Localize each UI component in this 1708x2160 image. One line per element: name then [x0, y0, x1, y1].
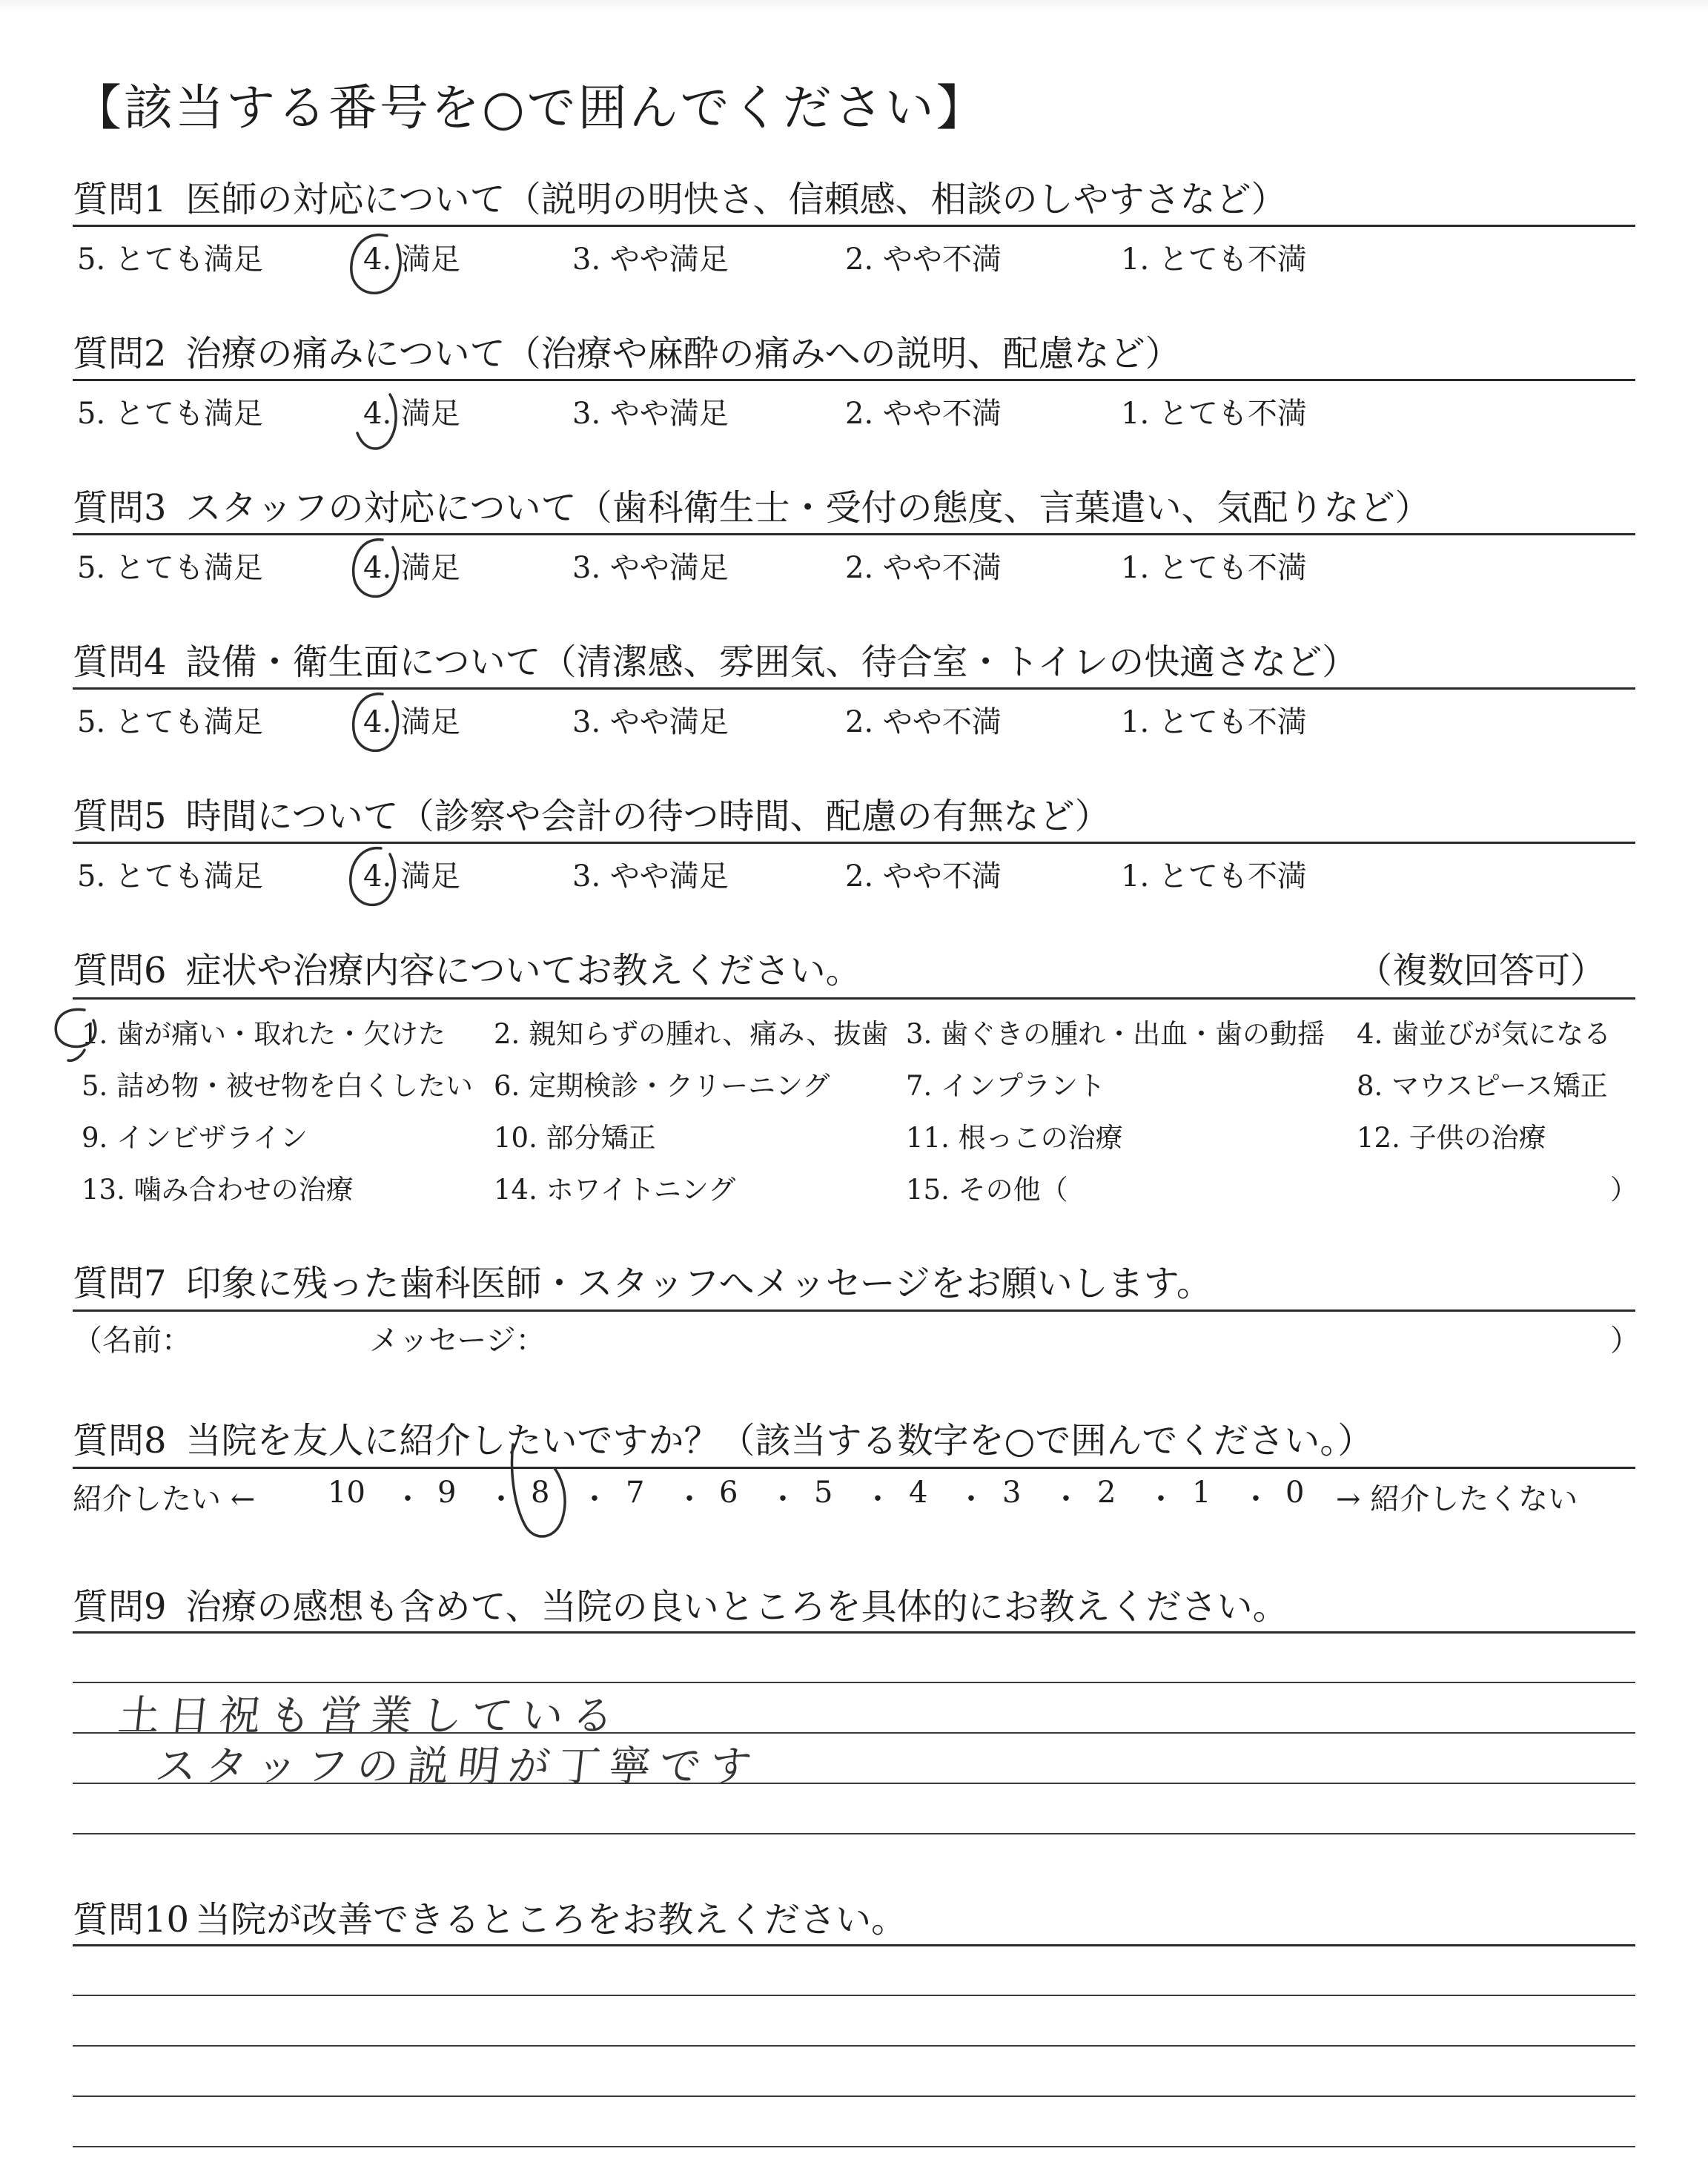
scale-separator: ・ — [675, 1482, 704, 1516]
question-number: 質問6 — [73, 950, 167, 991]
divider — [73, 1467, 1635, 1469]
question-number: 質問2 — [73, 333, 167, 374]
scale-separator: ・ — [1051, 1482, 1081, 1516]
scale-separator: ・ — [768, 1482, 798, 1516]
question-10 — [73, 1891, 907, 1942]
scale-right-label: → 紹介したくない — [1336, 1482, 1578, 1516]
option-1[interactable]: 1. とても不満 — [1121, 397, 1307, 431]
question-text: スタッフの対応について（歯科衛生士・受付の態度、言葉遣い、気配りなど） — [185, 487, 1431, 529]
option-3[interactable]: 3. やや満足 — [572, 705, 729, 739]
other-close-paren: ） — [1610, 1174, 1638, 1206]
scale-value-10[interactable]: 10 — [328, 1476, 365, 1510]
scale-separator: ・ — [956, 1482, 986, 1516]
divider — [73, 687, 1635, 690]
option-2[interactable]: 2. やや不満 — [845, 551, 1002, 585]
selection-circle — [341, 682, 415, 764]
handwritten-answer-line-2: スタッフの説明が丁寧です — [153, 1743, 763, 1791]
divider — [73, 1309, 1635, 1312]
scale-separator: ・ — [393, 1482, 423, 1516]
answer-line — [73, 1833, 1635, 1834]
option-1[interactable]: 1. とても不満 — [1121, 705, 1307, 739]
symptom-option[interactable]: 12. 子供の治療 — [1357, 1122, 1546, 1154]
question-text: 印象に残った歯科医師・スタッフへメッセージをお願いします。 — [185, 1263, 1212, 1304]
selection-circle — [348, 386, 415, 460]
question-7 — [73, 1255, 1212, 1306]
option-3[interactable]: 3. やや満足 — [572, 397, 729, 431]
divider — [73, 379, 1635, 381]
handwritten-answer-line-1: 土日祝も営業している — [116, 1692, 625, 1740]
divider — [73, 1631, 1635, 1634]
question-number: 質問8 — [73, 1420, 167, 1462]
option-1[interactable]: 1. とても不満 — [1121, 859, 1307, 894]
question-4 — [73, 633, 1357, 684]
symptom-option[interactable]: 5. 詰め物・被せ物を白くしたい — [82, 1070, 474, 1102]
question-text: 設備・衛生面について（清潔感、雰囲気、待合室・トイレの快適さなど） — [185, 641, 1358, 683]
question-text: 当院が改善できるところをお教えください。 — [195, 1899, 907, 1941]
selection-circle — [341, 528, 415, 610]
option-4[interactable]: 4. 満足 — [363, 705, 460, 739]
selection-circle — [503, 1439, 584, 1550]
option-3[interactable]: 3. やや満足 — [572, 242, 729, 277]
option-2[interactable]: 2. やや不満 — [845, 397, 1002, 431]
option-2[interactable]: 2. やや不満 — [845, 242, 1002, 277]
scale-value-4[interactable]: 4 — [909, 1476, 928, 1510]
question-number: 質問4 — [73, 641, 167, 683]
symptom-option[interactable]: 10. 部分矯正 — [494, 1122, 656, 1154]
question-3 — [73, 479, 1431, 530]
selection-circle — [338, 836, 412, 918]
scan-edge — [0, 0, 1708, 12]
question-text: 症状や治療内容についてお教えください。 — [185, 950, 861, 991]
question-5 — [73, 787, 1110, 839]
question-number: 質問7 — [73, 1263, 167, 1304]
symptom-option[interactable]: 9. インビザライン — [82, 1122, 308, 1154]
question-number: 質問3 — [73, 487, 167, 529]
scale-value-2[interactable]: 2 — [1097, 1476, 1116, 1510]
divider — [73, 1944, 1635, 1946]
option-4[interactable]: 4. 満足 — [363, 242, 460, 277]
option-1[interactable]: 1. とても不満 — [1121, 242, 1307, 277]
question-text: 時間について（診察や会計の待つ時間、配慮の有無など） — [185, 796, 1110, 837]
scale-value-0[interactable]: 0 — [1285, 1476, 1305, 1510]
symptom-option[interactable]: 11. 根っこの治療 — [906, 1122, 1123, 1154]
scale-separator: ・ — [863, 1482, 893, 1516]
scale-value-5[interactable]: 5 — [814, 1476, 833, 1510]
symptom-option[interactable]: 4. 歯並びが気になる — [1357, 1018, 1612, 1050]
divider — [73, 997, 1635, 1000]
answer-line — [73, 2095, 1635, 2097]
page-title: 【該当する番号を○で囲んでください】 — [73, 79, 987, 136]
scale-value-7[interactable]: 7 — [626, 1476, 645, 1510]
option-1[interactable]: 1. とても不満 — [1121, 551, 1307, 585]
scale-value-8[interactable]: 8 — [531, 1476, 550, 1510]
scale-separator: ・ — [580, 1482, 609, 1516]
question-text: 医師の対応について（説明の明快さ、信頼感、相談のしやすさなど） — [185, 179, 1287, 220]
scale-value-3[interactable]: 3 — [1002, 1476, 1022, 1510]
divider — [73, 533, 1635, 535]
question-text: 治療の感想も含めて、当院の良いところを具体的にお教えください。 — [185, 1586, 1288, 1628]
symptom-option[interactable]: 6. 定期検診・クリーニング — [494, 1070, 830, 1102]
option-5[interactable]: 5. とても満足 — [77, 859, 263, 894]
question-2 — [73, 325, 1181, 376]
symptom-option[interactable]: 13. 噛み合わせの治療 — [82, 1174, 354, 1206]
scale-value-6[interactable]: 6 — [719, 1476, 738, 1510]
scale-separator: ・ — [486, 1482, 516, 1516]
option-4[interactable]: 4. 満足 — [363, 397, 460, 431]
option-5[interactable]: 5. とても満足 — [77, 551, 263, 585]
option-5[interactable]: 5. とても満足 — [77, 242, 263, 277]
question-number: 質問1 — [73, 179, 167, 220]
symptom-option[interactable]: 8. マウスピース矯正 — [1357, 1070, 1608, 1102]
name-label: （名前： — [73, 1324, 191, 1358]
symptom-option[interactable]: 14. ホワイトニング — [494, 1174, 736, 1206]
scale-value-9[interactable]: 9 — [437, 1476, 457, 1510]
question-number: 質問10 — [73, 1899, 190, 1941]
question-number: 質問5 — [73, 796, 167, 837]
answer-line — [73, 1995, 1635, 1996]
option-2[interactable]: 2. やや不満 — [845, 859, 1002, 894]
scale-value-1[interactable]: 1 — [1192, 1476, 1211, 1510]
selection-circle — [46, 1003, 113, 1077]
option-3[interactable]: 3. やや満足 — [572, 551, 729, 585]
symptom-option[interactable]: 1. 歯が痛い・取れた・欠けた — [82, 1018, 446, 1050]
symptom-option[interactable]: 7. インプラント — [906, 1070, 1106, 1102]
selection-circle — [341, 222, 415, 304]
option-4[interactable]: 4. 満足 — [363, 859, 460, 894]
question-6 — [73, 942, 861, 993]
divider — [73, 842, 1635, 844]
divider — [73, 225, 1635, 227]
question-number: 質問9 — [73, 1586, 167, 1628]
option-5[interactable]: 5. とても満足 — [77, 705, 263, 739]
scale-separator: ・ — [1146, 1482, 1176, 1516]
scale-left-label: 紹介したい ← — [73, 1482, 256, 1516]
scale-separator: ・ — [1241, 1482, 1271, 1516]
message-close-paren: ） — [1610, 1324, 1640, 1358]
question-text: 当院を友人に紹介したいですか？（該当する数字を○で囲んでください。） — [185, 1420, 1374, 1462]
question-1 — [73, 171, 1287, 222]
option-4[interactable]: 4. 満足 — [363, 551, 460, 585]
question-9 — [73, 1578, 1288, 1629]
option-3[interactable]: 3. やや満足 — [572, 859, 729, 894]
question-text: 治療の痛みについて（治療や麻酔の痛みへの説明、配慮など） — [185, 333, 1181, 374]
option-2[interactable]: 2. やや不満 — [845, 705, 1002, 739]
option-5[interactable]: 5. とても満足 — [77, 397, 263, 431]
answer-line — [73, 2146, 1635, 2147]
multiple-answers-note: （複数回答可） — [1357, 950, 1606, 991]
symptom-option[interactable]: 2. 親知らずの腫れ、痛み、抜歯 — [494, 1018, 889, 1050]
symptom-option-other[interactable]: 15. その他（ — [906, 1174, 1068, 1206]
message-label: メッセージ： — [369, 1324, 546, 1358]
symptom-option[interactable]: 3. 歯ぐきの腫れ・出血・歯の動揺 — [906, 1018, 1325, 1050]
question-8 — [73, 1412, 1373, 1463]
answer-line — [73, 2045, 1635, 2047]
